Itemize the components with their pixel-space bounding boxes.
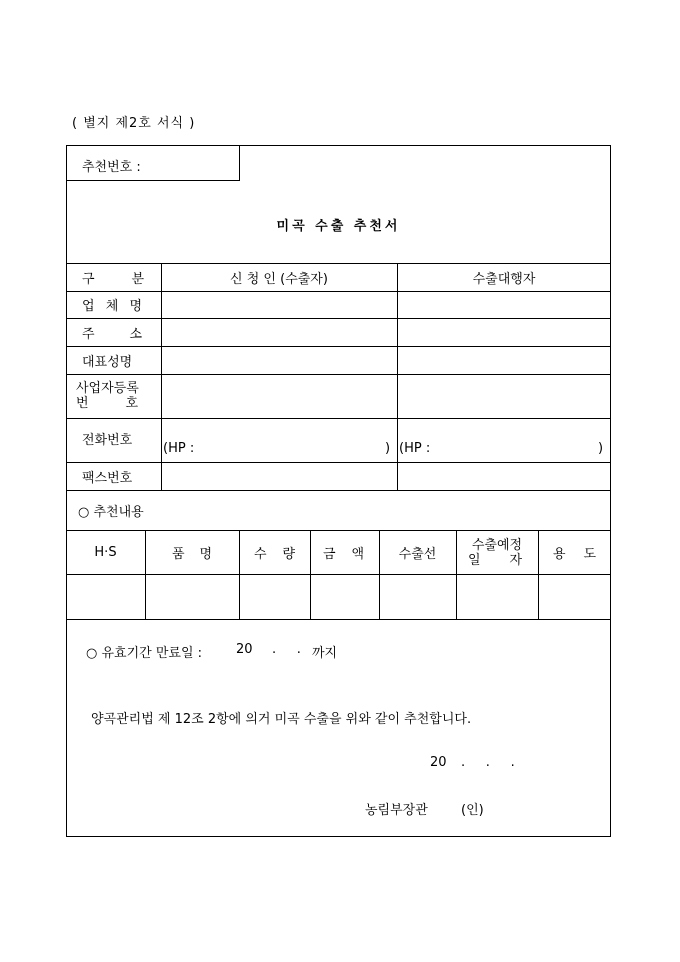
col-line: 수출예정 [471, 538, 523, 553]
seal-mark: (인) [461, 803, 484, 818]
col-char: 액 [351, 546, 364, 562]
col-char: 용 [553, 546, 566, 562]
row-label-fax: 팩스번호 [82, 470, 133, 486]
divider [66, 346, 611, 347]
divider [397, 263, 398, 490]
recommend-number-label: 추천번호 : [82, 160, 141, 175]
divider [66, 462, 611, 463]
issue-date-year: 20 [430, 755, 447, 770]
divider [456, 530, 457, 619]
divider [66, 291, 611, 292]
divider [239, 530, 240, 619]
row-label-char: 주 [82, 326, 95, 342]
col-char: 명 [199, 546, 212, 562]
col-usage [553, 530, 596, 574]
validity-year: 20 [236, 642, 253, 657]
hp-open-applicant: (HP : [163, 441, 195, 456]
col-line [466, 553, 528, 568]
col-planned-date [466, 534, 528, 572]
row-label-char: 체 [105, 299, 119, 314]
row-label-char: 명 [129, 299, 142, 314]
divider [66, 374, 611, 375]
divider [66, 619, 611, 620]
issue-date-dots: . . . [461, 755, 515, 770]
col-item-name [172, 530, 212, 574]
signatory-title: 농림부장관 [365, 803, 428, 818]
row-label-address [82, 318, 142, 346]
divider [161, 263, 162, 490]
col-char: 일 [468, 553, 481, 568]
header-applicant: 신 청 인 (수출자) [230, 271, 328, 287]
hp-close-applicant: ) [385, 441, 391, 456]
row-label-char: 업 [82, 299, 95, 314]
header-category [82, 263, 144, 291]
recommend-section-label: ○ 추천내용 [78, 504, 144, 520]
recommendation-statement: 양곡관리법 제 12조 2항에 의거 미곡 수출을 위와 같이 추천합니다. [91, 712, 472, 727]
row-label-char: 호 [125, 396, 138, 411]
divider [66, 490, 611, 491]
divider [145, 530, 146, 619]
validity-dots: . . [272, 642, 301, 657]
row-label-business-registration [76, 376, 144, 416]
col-char: 자 [509, 553, 522, 568]
col-char: 도 [583, 546, 596, 562]
col-char: 품 [172, 546, 185, 562]
document-title: 미곡 수출 추천서 [276, 219, 401, 234]
col-amount [323, 530, 364, 574]
row-label-char: 번 [76, 396, 89, 411]
col-quantity [254, 530, 295, 574]
hp-open-agent: (HP : [399, 441, 431, 456]
divider [538, 530, 539, 619]
validity-label: ○ 유효기간 만료일 : [86, 646, 203, 661]
row-label-representative: 대표성명 [82, 354, 133, 370]
divider [66, 418, 611, 419]
col-char: 수 [254, 546, 267, 562]
header-category-char: 분 [131, 271, 144, 287]
col-char: 금 [323, 546, 336, 562]
row-label-company [82, 291, 142, 318]
row-label-line [76, 396, 144, 411]
form-frame [66, 145, 611, 837]
row-label-char: 소 [129, 326, 142, 342]
form-label: ( 별지 제2호 서식 ) [72, 116, 196, 131]
divider [66, 318, 611, 319]
row-label-line: 사업자등록 [76, 381, 139, 396]
validity-suffix: 까지 [312, 646, 338, 661]
hp-close-agent: ) [598, 441, 604, 456]
col-hs: H·S [94, 544, 117, 560]
divider [66, 574, 611, 575]
col-destination: 수출선 [398, 546, 437, 562]
header-export-agent: 수출대행자 [472, 271, 536, 287]
divider [310, 530, 311, 619]
row-label-phone: 전화번호 [82, 432, 133, 448]
header-category-char: 구 [82, 271, 95, 287]
col-char: 량 [282, 546, 295, 562]
